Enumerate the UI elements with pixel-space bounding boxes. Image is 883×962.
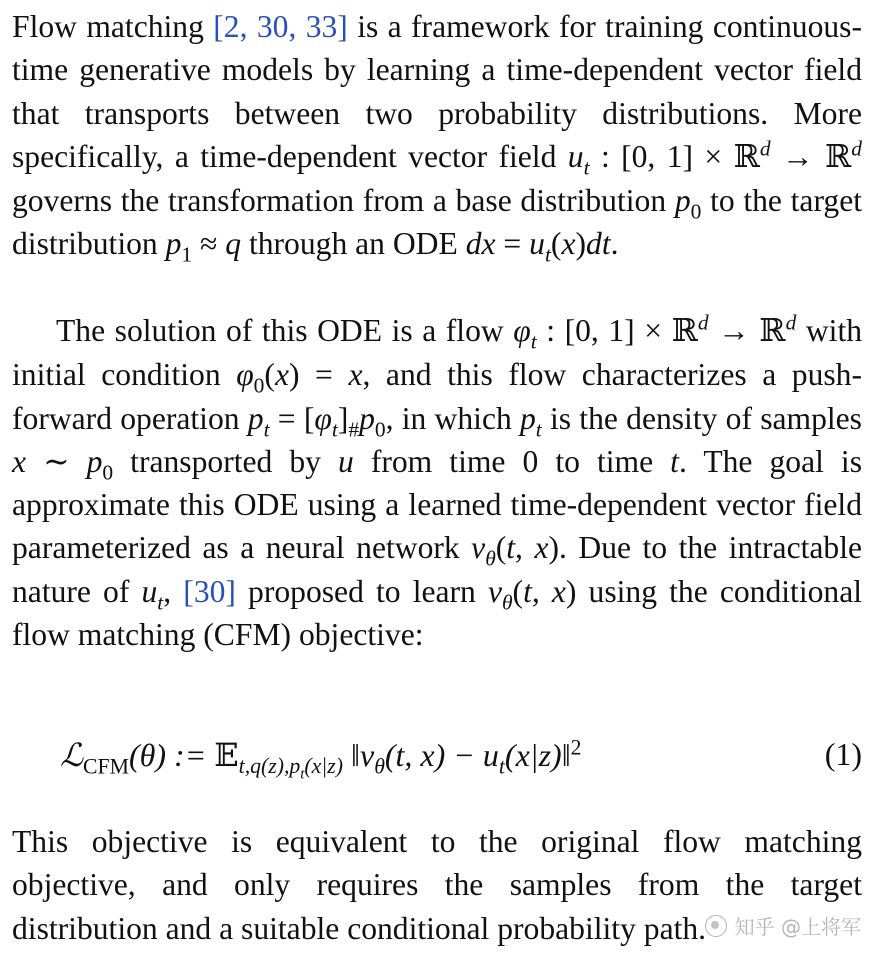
paragraph-cfm-equivalence: This objective is equivalent to the original flow matching objective, and only requires the samples from the target distribution and a suitable conditional probability path.: [12, 824, 862, 946]
paragraph-ode-solution: [12, 309, 862, 656]
text-run: through an ODE: [241, 226, 466, 262]
text-run: →: [770, 138, 826, 174]
text-run: , and this flow characterizes a push-forward operation: [12, 357, 862, 436]
math-symbol: p: [247, 400, 264, 436]
text-run: = [: [269, 400, 315, 436]
math-symbol: u: [529, 226, 545, 262]
math-subscript: t: [530, 329, 537, 354]
math-superscript: d: [697, 310, 709, 335]
math-symbol: p: [165, 226, 182, 262]
citation-link[interactable]: [30]: [183, 573, 236, 609]
text-run: Flow matching: [12, 9, 214, 44]
text-run: ]: [337, 400, 349, 436]
text-run: , in which: [385, 400, 520, 436]
math-subscript: 1: [181, 242, 193, 267]
math-symbol: p: [674, 183, 691, 219]
math-subscript: θ: [485, 546, 496, 571]
text-run: to the target distribution: [12, 183, 862, 262]
math-symbol: p: [520, 400, 536, 436]
math-symbol: v: [359, 737, 375, 773]
math-superscript: d: [851, 136, 863, 161]
math-symbol: φ: [236, 357, 254, 393]
text-run: with initial condition: [12, 313, 863, 393]
math-symbol: ℝ: [759, 313, 786, 349]
math-symbol: q: [225, 226, 242, 262]
text-run: : [0, 1] ×: [536, 313, 672, 348]
math-subscript-part: (x|z): [304, 754, 343, 779]
text-run: governs the transformation from a base distribution: [12, 183, 675, 219]
text-run: . The goal is approximate this ODE using a learned time-dependent vector field parameterized as a neural network: [12, 443, 863, 566]
math-subscript: 0: [690, 199, 702, 224]
math-symbol: u: [338, 443, 354, 479]
math-symbol: v: [471, 530, 486, 566]
text-run: ) =: [288, 357, 349, 393]
math-symbol: ℝ: [825, 138, 852, 175]
math-symbol: x: [561, 226, 576, 262]
math-subscript: 0: [102, 460, 114, 485]
text-run: ∼: [26, 443, 87, 479]
text-run: →: [708, 313, 760, 348]
math-subscript: θ: [502, 590, 513, 615]
math-symbol: v: [487, 573, 502, 609]
math-symbol: p: [359, 400, 375, 436]
math-subscript-part: t: [300, 766, 305, 783]
text-run: ) using the conditional flow matching (CFM) objective:: [12, 573, 862, 653]
math-subscript-part: t,q(z),p: [238, 754, 301, 779]
text-run: ). Due to the intractable nature of: [12, 530, 862, 609]
math-symbol: u: [482, 737, 499, 773]
text-run: is a framework for training continuous-time generative models by learning a time-dependent vector field that transports between two probability distributions. More specifically, a time-dependent vector field: [12, 9, 862, 174]
math-expression: (t, x) −: [384, 737, 483, 773]
math-subscript: 0: [253, 373, 265, 398]
math-symbol: t, x: [523, 573, 566, 609]
math-symbol: p: [86, 443, 103, 479]
math-symbol: x: [274, 357, 289, 393]
math-symbol: ℝ: [671, 313, 698, 349]
math-superscript: d: [785, 310, 797, 335]
math-symbol: 𝔼: [214, 736, 239, 774]
text-run: transported by: [113, 443, 338, 479]
text-run: ,: [163, 573, 184, 609]
citation-link[interactable]: [2, 30, 33]: [213, 9, 348, 44]
text-run: : [0, 1] ×: [589, 138, 734, 174]
math-subscript: CFM: [83, 754, 129, 779]
math-expression: (x|z)‖: [504, 737, 571, 773]
math-subscript: 0: [374, 416, 386, 441]
math-subscript: t: [535, 416, 542, 441]
text-run: ): [575, 226, 587, 262]
math-subscript: t: [157, 590, 164, 615]
zhihu-logo-icon: [705, 915, 727, 937]
math-expression: (θ) :=: [129, 737, 215, 773]
math-subscript: t: [498, 754, 505, 779]
math-subscript: [238, 754, 343, 783]
text-run: is the density of samples: [541, 400, 862, 436]
math-subscript: θ: [374, 754, 385, 779]
math-subscript: #: [348, 416, 360, 441]
math-expression: ‖: [343, 737, 360, 773]
math-symbol: t: [670, 443, 679, 479]
math-symbol: x: [348, 357, 363, 393]
text-run: (: [264, 357, 275, 393]
math-symbol: φ: [314, 400, 332, 436]
text-run: (: [495, 530, 507, 566]
math-subscript: t: [583, 155, 590, 180]
text-run: (: [550, 226, 562, 262]
math-symbol: t, x: [506, 530, 549, 566]
text-run: from time 0 to time: [353, 443, 671, 479]
watermark: [705, 911, 861, 940]
text-run: ≈: [192, 226, 226, 262]
math-symbol: ℝ: [733, 138, 760, 175]
equation-number: (1): [824, 736, 862, 772]
equation-cfm-objective: [12, 728, 862, 788]
math-symbol: ℒ: [60, 737, 84, 773]
math-symbol: dx: [465, 226, 496, 262]
equation-body: [60, 735, 582, 783]
math-symbol: u: [141, 573, 158, 609]
paragraph-flow-matching-intro: [12, 5, 862, 266]
text-run: .: [610, 226, 619, 262]
text-run: proposed to learn: [235, 573, 488, 609]
math-subscript: t: [263, 416, 270, 441]
math-superscript: 2: [570, 735, 582, 760]
watermark-text: 知乎 @上将军: [734, 915, 861, 939]
math-subscript: t: [544, 242, 551, 267]
text-run: The solution of this ODE is a flow: [56, 313, 514, 348]
text-run: (: [512, 573, 524, 609]
text-run: =: [495, 226, 530, 262]
math-symbol: x: [12, 443, 27, 479]
math-superscript: d: [759, 136, 771, 161]
math-symbol: φ: [513, 313, 531, 348]
math-symbol: u: [567, 138, 584, 174]
math-subscript: t: [331, 416, 338, 441]
math-symbol: dt: [586, 226, 611, 262]
